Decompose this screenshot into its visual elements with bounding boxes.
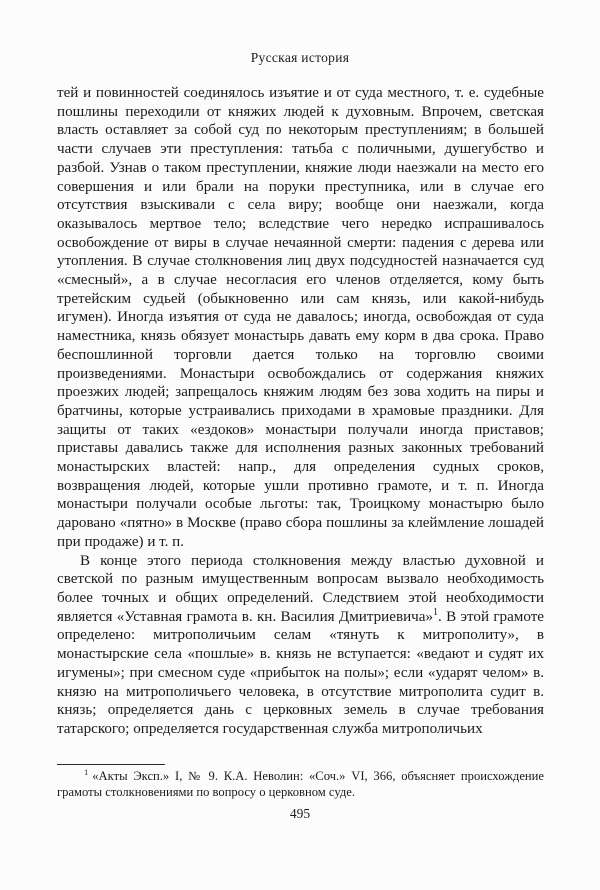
footnote-separator bbox=[57, 764, 165, 765]
running-header: Русская история bbox=[250, 50, 350, 65]
footnote-area bbox=[57, 764, 544, 800]
footnote-marker: 1 bbox=[84, 766, 89, 777]
paragraph-second-text-after: . В этой грамоте определено: митрополичьим селам «тянуть к митрополиту», в монастырские села «пошлые» в. князь не вступается: «ведают и судят их игумены»; при смесном суде «прибыток на полы»; если «ударят челом» в. князю на митрополичьего человека, в отсутствие митрополита судит в. князь; определяется дань с церковных земель в случае требования татарского; определяется государственная служба митрополичьих bbox=[57, 608, 545, 737]
paragraph-continued: тей и повинностей соединялось изъятие и от суда местного, т. е. судебные пошлины переходили от княжих людей к духовным. Впрочем, светская власть оставляет за собой суд по некоторым преступлениям; в большей части случаев эти преступления: татьба с поличными, душегубство и разбой. Узнав о таком преступлении, княжие люди наезжали на место его совершения и или брали на поруки преступника, или в случае его отсутствия взыскивали с села виру; вообще они наезжали, когда оказывалось мертвое тело; вследствие чего нередко испрашивалось освобождение от виры в случае нечаянной смерти: падения с дерева или утопления. В случае столкновения лиц двух подсудностей назначается суд «смесный», а в случае несогласия его членов отделяется, кому быть третейским судьей (обыкновенно или сам князь, или какой-нибудь игумен). Иногда изъятия от суда не давалось; иногда, освобождая от суда наместника, князь обязует монастырь давать ему корм в два срока. Право беспошлинной торговли дается только на торговлю своими произведениями. Монастыри освобождались от содержания княжих проезжих людей; запрещалось княжим людям без зова ходить на пиры и братчины, которые устраивались приходами в храмовые праздники. Для защиты от таких «ездоков» монастыри получали иногда приставов; приставы давались также для исполнения разных законных требований монастырских властей: напр., для определения судных сроков, возвращения людей, которые ушли противно грамоте, и т. п. Иногда монастыри получали особые льготы: так, Троицкому монастырю было даровано «пятно» в Москве (право сбора пошлины за клеймление лошадей при продаже) и т. п. bbox=[57, 85, 544, 550]
body-text-block bbox=[57, 84, 544, 739]
footnote bbox=[57, 766, 544, 800]
footnote-reference: 1 bbox=[433, 606, 439, 618]
paragraph-second bbox=[57, 552, 544, 739]
page-number: 495 bbox=[289, 806, 311, 821]
footnote-text: «Акты Эксп.» I, № 9. К.А. Неволин: «Соч.» VI, 366, объясняет происхождение грамоты столкновениями по вопросу о церковном суде. bbox=[57, 769, 544, 799]
paragraph-second-text-before: В конце этого периода столкновения между властью духовной и светской по разным имущественным вопросам вызвало необходимость более точных и общих определений. Следствием этой необходимости является «Уставная грамота в. кн. Василия Дмитриевича» bbox=[57, 552, 544, 625]
